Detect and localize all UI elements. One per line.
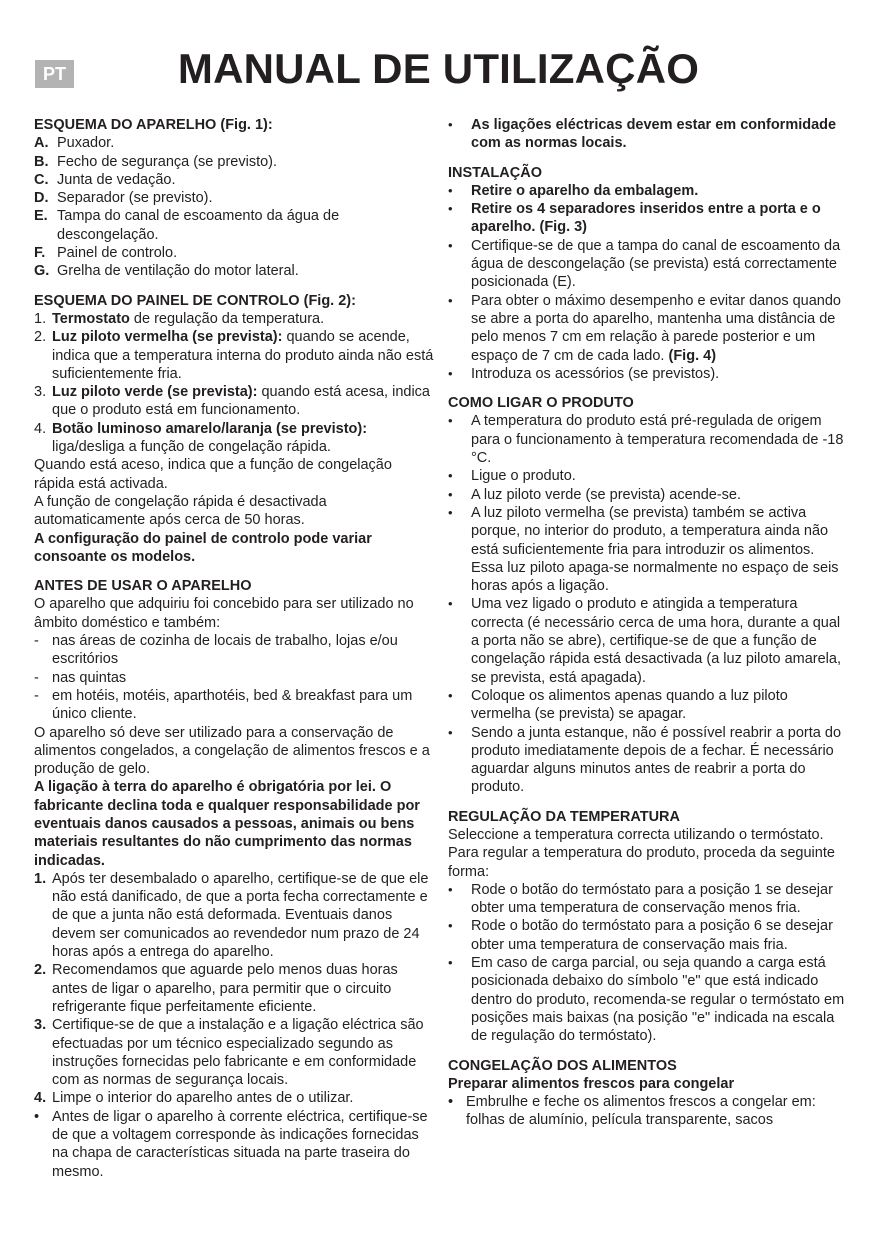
item-letter: E.: [34, 208, 48, 225]
section-temperature: [448, 808, 848, 1046]
bold-note: A configuração do painel de controlo pode variar consoante os modelos.: [34, 530, 372, 565]
section-subheading: Preparar alimentos frescos para congelar: [448, 1075, 735, 1092]
item-text: [52, 420, 434, 457]
bullet-icon: •: [448, 237, 453, 253]
bullet-icon: •: [448, 117, 453, 132]
bullet-item: [448, 182, 848, 200]
item-number: 4.: [34, 1090, 47, 1107]
section-heading: REGULAÇÃO DA TEMPERATURA: [448, 808, 680, 825]
item-text: [471, 292, 848, 365]
bullet-icon: •: [448, 413, 453, 429]
section-heading: COMO LIGAR O PRODUTO: [448, 395, 634, 412]
item-text: A luz piloto vermelha (se prevista) também se activa porque, no interior do produto, a temperatura ainda não está suficientemente fria para introduzir os alimentos. Essa luz piloto apaga-se normalmente no espaço de seis horas após a ligação.: [471, 504, 839, 595]
bullet-item: [448, 1093, 848, 1130]
item-text: Após ter desembalado o aparelho, certifique-se de que ele não está danificado, de que a porta fecha correctamente e de que a junta não está deformada. Eventuais danos devem ser comunicados ao revendedor num prazo de 24 horas após a entrega do aparelho.: [52, 870, 429, 961]
bullet-item: [448, 724, 848, 797]
bullet-item: [448, 917, 848, 954]
item-label: Luz piloto vermelha (se prevista):: [52, 329, 283, 346]
bullet-item: [448, 504, 848, 595]
paragraph: Quando está aceso, indica que a função de congelação rápida está activada.: [34, 457, 392, 492]
bullet-item: [448, 467, 848, 485]
item-text: Certifique-se de que a tampa do canal de escoamento da água de descongelação (se prevista) está correctamente posicionada (E).: [471, 237, 841, 291]
item-text: Retire os 4 separadores inseridos entre a porta e o aparelho. (Fig. 3): [471, 201, 821, 236]
section-electrical-note: [448, 116, 848, 153]
bullet-icon: •: [448, 292, 453, 308]
item-label: Termostato: [52, 310, 130, 327]
item-letter: D.: [34, 190, 49, 207]
item-text: Rode o botão do termóstato para a posição 1 se desejar obter uma temperatura de conservação menos fria.: [471, 881, 833, 917]
item-text: Antes de ligar o aparelho à corrente eléctrica, certifique-se de que a voltagem corresponde às indicações fornecidas na chapa de características situada na parte traseira do mesmo.: [52, 1108, 428, 1180]
item-text: Recomendamos que aguarde pelo menos duas horas antes de ligar o aparelho, para permitir que o circuito refrigerante fique perfeitamente eficiente.: [52, 962, 398, 1015]
bullet-icon: •: [448, 881, 453, 897]
bullet-icon: •: [448, 918, 453, 934]
bullet-item: [448, 237, 848, 292]
list-item: [34, 134, 434, 152]
item-number: 1.: [34, 310, 47, 327]
numbered-item: [34, 961, 434, 1016]
item-text: Fecho de segurança (se previsto).: [57, 153, 278, 170]
section-freezing: [448, 1057, 848, 1130]
item-text: Rode o botão do termóstato para a posição 6 se desejar obter uma temperatura de conservação mais fria.: [471, 918, 833, 953]
item-text: Separador (se previsto).: [57, 190, 213, 207]
bullet-icon: •: [448, 1094, 454, 1111]
item-text: nas áreas de cozinha de locais de trabalho, lojas e/ou escritórios: [52, 633, 398, 668]
item-text: [52, 310, 434, 328]
bullet-icon: •: [448, 468, 453, 484]
bullet-item: [448, 200, 848, 237]
bullet-item: [448, 687, 848, 724]
list-item: [34, 420, 434, 457]
item-text: As ligações eléctricas devem estar em conformidade com as normas locais.: [471, 117, 837, 152]
section-heading: CONGELAÇÃO DOS ALIMENTOS: [448, 1057, 677, 1074]
dash-marker: -: [34, 669, 39, 686]
item-text: em hotéis, motéis, aparthotéis, bed & breakfast para um único cliente.: [52, 687, 413, 723]
item-label: Botão luminoso amarelo/laranja (se previsto):: [52, 420, 368, 437]
item-label: Luz piloto verde (se prevista):: [52, 384, 258, 401]
list-item: [34, 383, 434, 420]
item-text: Introduza os acessórios (se previstos).: [471, 365, 720, 382]
item-number: 1.: [34, 870, 47, 887]
item-number: 4.: [34, 420, 47, 437]
dash-marker: -: [34, 687, 39, 704]
section-how-to-start: [448, 394, 848, 797]
item-text: Limpe o interior do aparelho antes de o utilizar.: [52, 1090, 354, 1107]
item-text: [52, 328, 434, 383]
bullet-item: [448, 365, 848, 383]
bullet-icon: •: [448, 486, 453, 502]
list-item: [34, 207, 434, 244]
item-number: 3.: [34, 384, 47, 401]
item-text: Ligue o produto.: [471, 468, 576, 485]
item-text: Junta de vedação.: [57, 171, 176, 188]
item-text: Tampa do canal de escoamento da água de descongelação.: [57, 208, 340, 243]
bullet-icon: •: [448, 955, 453, 971]
item-text: Embrulhe e feche os alimentos frescos a congelar em: folhas de alumínio, película transparente, sacos: [466, 1094, 816, 1129]
bold-warning: A ligação à terra do aparelho é obrigatória por lei. O fabricante declina toda e qualquer responsabilidade por eventuais danos causados a pessoas, animais ou bens materiais resultantes do não cumprimento das normas indicadas.: [34, 779, 420, 869]
item-description: quando está acesa, indica que o produto está em funcionamento.: [52, 384, 430, 419]
item-text: nas quintas: [52, 669, 127, 686]
item-text: Painel de controlo.: [57, 245, 178, 262]
bullet-icon: •: [448, 596, 453, 612]
section-installation: [448, 164, 848, 384]
item-text: Uma vez ligado o produto e atingida a temperatura correcta (é necessário cerca de uma hora, durante a qual a porta não se abre), certifique-se de que a função de congelação rápida está desactivada (a luz piloto amarela, se prevista, está apagada).: [471, 596, 841, 686]
section-heading: ESQUEMA DO PAINEL DE CONTROLO (Fig. 2):: [34, 292, 356, 309]
list-item: [34, 244, 434, 262]
dash-marker: -: [34, 633, 39, 650]
bullet-item: [448, 412, 848, 467]
bullet-icon: •: [448, 687, 453, 703]
item-description: liga/desliga a função de congelação rápida.: [52, 439, 331, 456]
bullet-item: [448, 881, 848, 918]
bullet-icon: •: [448, 724, 453, 740]
figure-ref: (Fig. 4): [664, 347, 717, 364]
bullet-icon: •: [448, 365, 453, 381]
bullet-item: [448, 954, 848, 1045]
dash-item: [34, 687, 434, 724]
item-text: Coloque os alimentos apenas quando a luz piloto vermelha (se prevista) se apagar.: [471, 687, 788, 723]
item-number: 2.: [34, 962, 47, 979]
item-letter: G.: [34, 263, 50, 280]
bullet-item: [448, 292, 848, 365]
item-letter: C.: [34, 171, 49, 188]
dash-item: [34, 632, 434, 669]
item-text: Retire o aparelho da embalagem.: [471, 182, 699, 199]
item-letter: A.: [34, 135, 49, 152]
numbered-item: [34, 1089, 434, 1107]
item-text: A temperatura do produto está pré-regulada de origem para o funcionamento à temperatura recomendada de -18 °C.: [471, 413, 844, 467]
item-description: Para obter o máximo desempenho e evitar danos quando se abre a porta do aparelho, mantenha uma distância de pelo menos 7 cm em relação à parede posterior e um espaço de 7 cm de cada lado.: [471, 292, 841, 364]
list-item: [34, 171, 434, 189]
paragraph: O aparelho só deve ser utilizado para a conservação de alimentos congelados, a congelação de alimentos frescos e a produção de gelo.: [34, 724, 430, 778]
right-column: [448, 116, 848, 1141]
section-before-use: [34, 577, 434, 1181]
language-badge: PT: [35, 60, 74, 88]
item-description: de regulação da temperatura.: [129, 310, 325, 327]
bullet-item: [448, 595, 848, 686]
section-heading: INSTALAÇÃO: [448, 164, 542, 181]
bullet-icon: •: [448, 201, 453, 217]
list-item: [34, 328, 434, 383]
item-letter: B.: [34, 153, 49, 170]
item-number: 3.: [34, 1017, 47, 1034]
page-title: MANUAL DE UTILIZAÇÃO: [177, 45, 700, 92]
section-appliance-diagram: [34, 116, 434, 281]
item-text: Certifique-se de que a instalação e a ligação eléctrica são efectuadas por um técnico especializado segundo as instruções fornecidas pelo fabricante e em conformidade com as normas de segurança locais.: [52, 1017, 424, 1089]
item-letter: F.: [34, 245, 46, 262]
numbered-item: [34, 1016, 434, 1089]
bullet-item: [448, 486, 848, 504]
left-column: [34, 116, 434, 1192]
list-item: [34, 189, 434, 207]
item-text: Puxador.: [57, 135, 115, 152]
item-text: [52, 383, 434, 420]
list-item: [34, 153, 434, 171]
bullet-icon: •: [448, 504, 453, 520]
item-text: Grelha de ventilação do motor lateral.: [57, 263, 299, 280]
item-text: A luz piloto verde (se prevista) acende-se.: [471, 486, 741, 503]
dash-item: [34, 669, 434, 687]
paragraph: O aparelho que adquiriu foi concebido para ser utilizado no âmbito doméstico e também:: [34, 596, 414, 631]
numbered-item: [34, 870, 434, 961]
section-heading: ESQUEMA DO APARELHO (Fig. 1):: [34, 117, 273, 133]
section-heading: ANTES DE USAR O APARELHO: [34, 578, 252, 595]
list-item: [34, 262, 434, 280]
item-number: 2.: [34, 329, 47, 346]
bullet-icon: •: [34, 1108, 40, 1125]
item-text: Sendo a junta estanque, não é possível reabrir a porta do produto imediatamente depois de a fechar. É necessário aguardar alguns minutos antes de reabrir a porta do produto.: [471, 724, 842, 796]
bullet-item: [448, 116, 848, 153]
item-description: quando se acende, indica que a temperatura interna do produto ainda não está suficientemente fria.: [52, 329, 434, 382]
paragraph: A função de congelação rápida é desactivada automaticamente após cerca de 50 horas.: [34, 493, 327, 529]
item-text: Em caso de carga parcial, ou seja quando a carga está posicionada debaixo do símbolo "e" que está indicado dentro do produto, recomenda-se regular o termóstato em posições mais baixas (na posição "e" indicada na escala de regulação do termóstato).: [471, 955, 845, 1045]
bullet-icon: •: [448, 182, 453, 198]
paragraph: Seleccione a temperatura correcta utilizando o termóstato. Para regular a temperatura do produto, proceda da seguinte forma:: [448, 826, 835, 880]
list-item: [34, 310, 434, 328]
bullet-item: [34, 1108, 434, 1181]
section-control-panel: [34, 292, 434, 566]
